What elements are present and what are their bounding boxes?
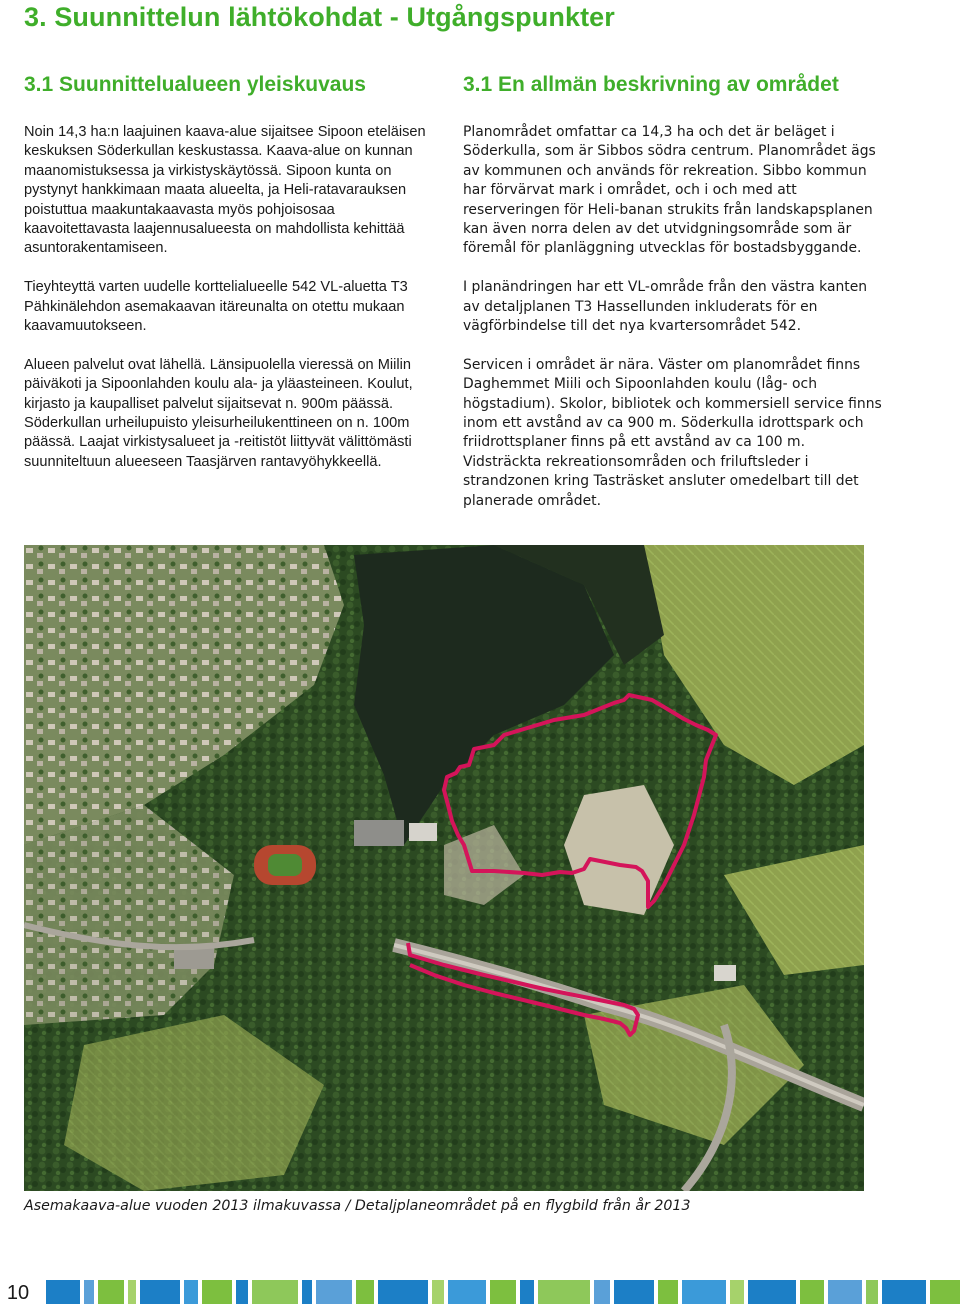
heading-finnish: 3.1 Suunnittelualueen yleiskuvaus [24,73,366,96]
sv-paragraph-1: Planområdet omfattar ca 14,3 ha och det är beläget i Söderkulla, som är Sibbos södra centrum. Planområdet ägs av kommunen och används för rekreation. Sibbo kommun har förvärvat mark i området, och i och med att reserveringen för Heli-banan strukits från landskapsplanen kan även norra delen av det utvidgningsområde som är föremål för planläggning utvecklas för bostadsbyggande. [463,124,876,257]
aerial-photo [24,545,864,1191]
page-number: 10 [6,1282,30,1304]
finnish-column [24,123,434,492]
page-title: 3. Suunnittelun lähtökohdat - Utgångspunkter [24,2,615,32]
footer-color-bar [46,1280,960,1304]
figure-caption: Asemakaava-alue vuoden 2013 ilmakuvassa / Detaljplaneområdet på en flygbild från år 2013 [24,1198,691,1214]
aerial-photo-drawing [24,545,864,1191]
fi-paragraph-3: Alueen palvelut ovat lähellä. Länsipuolella vieressä on Miilin päiväkoti ja Sipoonlahden koulu ala- ja yläasteineen. Koulut, kirjasto ja kaupalliset palvelut sijaitsevat n. 900m päässä. Söderkullan urheilupuisto yleisurheilukenttineen on n. 100m päässä. Laajat virkistysalueet ja -reitistöt liittyvät välittömästi suunniteltuun alueeseen Taasjärven rantavyöhykkeellä. [24,356,413,470]
heading-swedish: 3.1 En allmän beskrivning av området [463,73,839,96]
swedish-column [463,123,883,530]
fi-paragraph-2: Tieyhteyttä varten uudelle korttelialueelle 542 VL-aluetta T3 Pähkinälehdon asemakaavan itäreunalta on otettu mukaan kaavamuutokseen. [24,279,408,335]
sv-paragraph-3: Servicen i området är nära. Väster om planområdet finns Daghemmet Miili och Sipoonlahden koulu (låg- och högstadium). Skolor, bibliotek och kommersiell service finns inom ett avstånd av ca 900 m. Söderkulla idrottspark och friidrottsplaner finns på ett avstånd av ca 100 m. Vidsträckta rekreationsområden och friluftsleder i strandzonen kring Tasträsket ansluter omedelbart till det planerade området. [463,356,882,509]
sv-paragraph-2: I planändringen har ett VL-område från den västra kanten av detaljplanen T3 Hassellunden inkluderats för en vägförbindelse till det nya kvartersområdet 542. [463,279,868,335]
fi-paragraph-1: Noin 14,3 ha:n laajuinen kaava-alue sijaitsee Sipoon eteläisen keskuksen Söderkullan keskustassa. Kaava-alue on kunnan maanomistuksessa ja virkistyskäytössä. Sipoon kunta on pystynyt hankkimaan maata alueelta, ja Heli-ratavarauksen poistuttua maakuntakaavasta myös pohjoisosaa kaavoitettavasta laajennusalueesta on mahdollista kehittää asuntorakentamiseen. [24,124,426,257]
